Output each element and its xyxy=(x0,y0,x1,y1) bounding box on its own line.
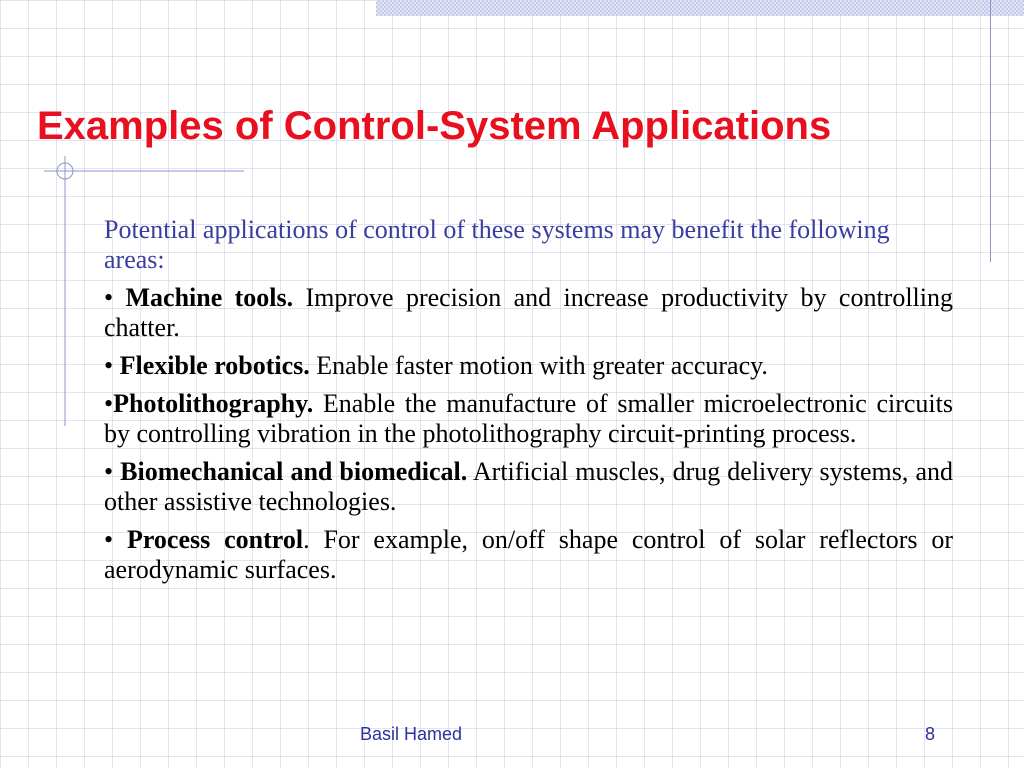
item-text: Artificial muscles, drug delivery systems, and other assistive technologies. xyxy=(104,457,953,516)
list-item-photolithography xyxy=(104,389,953,449)
item-text: Enable faster motion with greater accuracy. xyxy=(309,351,768,380)
item-term: Photolithography. xyxy=(113,389,314,418)
slide-body xyxy=(104,215,953,593)
item-term: Biomechanical and biomedical. xyxy=(120,457,468,486)
header-pattern-band xyxy=(376,0,1024,16)
bullet: • xyxy=(104,389,114,418)
list-item-process-control xyxy=(104,525,953,585)
list-item-machine-tools xyxy=(104,283,953,343)
item-term: Flexible robotics. xyxy=(119,351,310,380)
page-number: 8 xyxy=(925,724,936,744)
list-item-flexible-robotics xyxy=(104,351,953,381)
footer-author: Basil Hamed xyxy=(360,724,463,744)
bullet: • xyxy=(104,283,126,312)
list-item-biomechanical xyxy=(104,457,953,517)
item-text: Improve precision and increase productivity by controlling chatter. xyxy=(104,283,953,342)
right-decorative-rule xyxy=(990,0,991,262)
slide-title: Examples of Control-System Applications xyxy=(37,104,832,148)
item-text: Enable the manufacture of smaller microelectronic circuits by controlling vibration in the photolithography circuit-printing process. xyxy=(104,389,953,448)
intro-text: Potential applications of control of these systems may benefit the following areas: xyxy=(104,215,890,274)
bullet: • xyxy=(104,351,120,380)
bullet: • xyxy=(104,525,127,554)
item-text: . For example, on/off shape control of solar reflectors or aerodynamic surfaces. xyxy=(104,525,953,584)
bullet: • xyxy=(104,457,121,486)
item-term: Process control xyxy=(126,525,304,554)
item-term: Machine tools. xyxy=(125,283,294,312)
